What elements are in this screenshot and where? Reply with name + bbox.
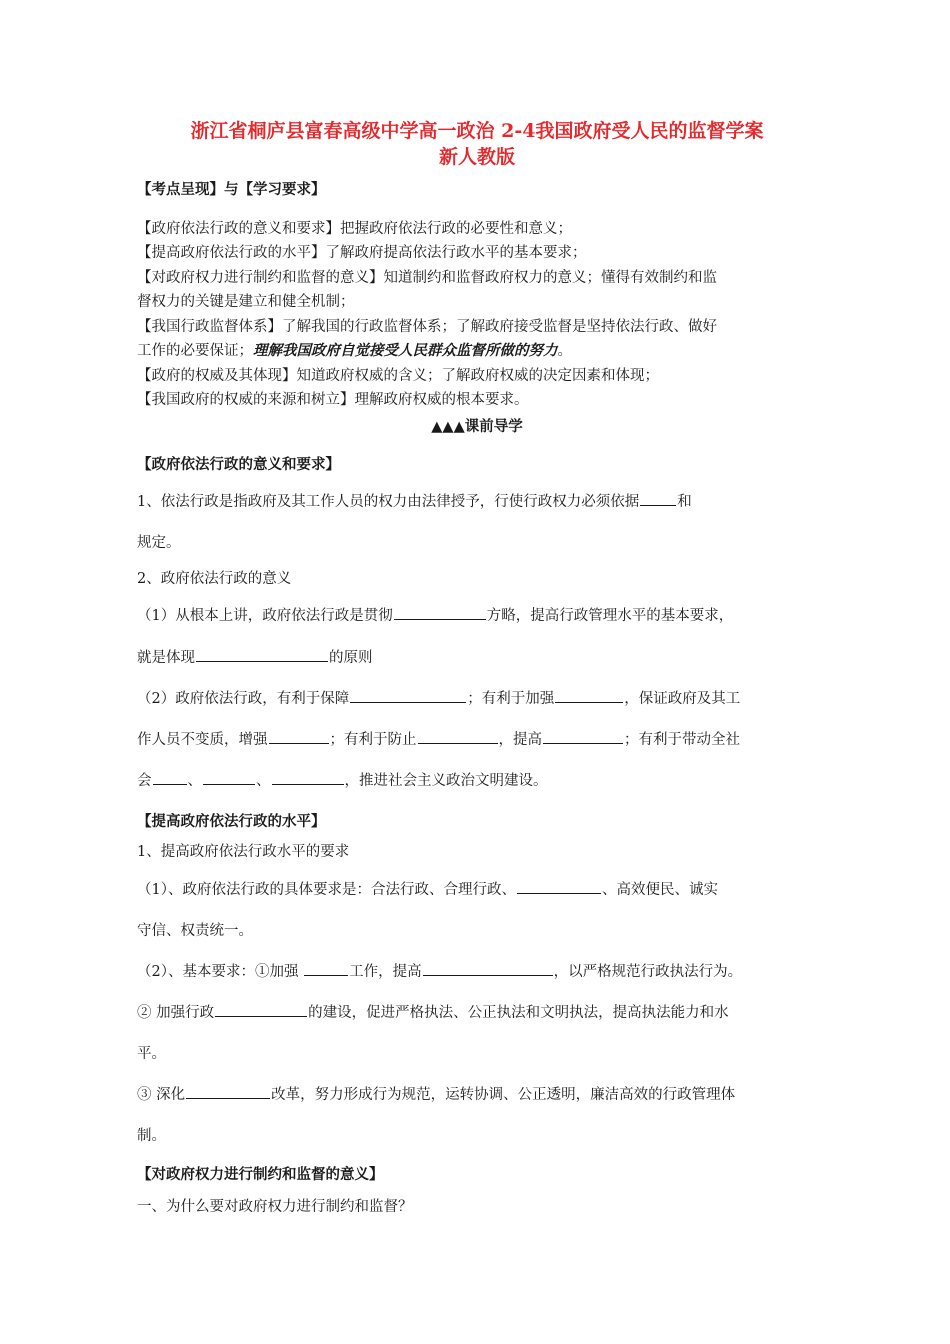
section-heading: 【提高政府依法行政的水平】 — [137, 812, 326, 830]
requirement-item: 【我国行政监督体系】了解我国的行政监督体系；了解政府接受监督是坚持依法行政、做好 — [137, 318, 717, 335]
fill-blank[interactable] — [215, 1002, 307, 1017]
question-line: 2、政府依法行政的意义 — [137, 570, 292, 587]
question-line: 就是体现 的原则 — [137, 638, 817, 679]
fill-blank[interactable] — [153, 770, 187, 785]
question-line: （2）政府依法行政，有利于保障 ；有利于加强 ，保证政府及其工 — [137, 679, 817, 720]
fill-blank[interactable] — [272, 770, 344, 785]
question-line: 守信、权责统一。 — [137, 923, 253, 939]
question-line: 作人员不变质，增强 ；有利于防止 ，提高 ；有利于带动全社 — [137, 720, 817, 761]
requirement-item: 【对政府权力进行制约和监督的意义】知道制约和监督政府权力的意义；懂得有效制约和监 — [137, 269, 717, 286]
question-line: 1、依法行政是指政府及其工作人员的权力由法律授予，行使行政权力必须依据 和 — [137, 482, 817, 523]
document-page — [137, 118, 817, 1226]
requirement-text: 工作的必要保证； — [137, 343, 253, 359]
question-line: 一、为什么要对政府权力进行制约和监督？ — [137, 1198, 413, 1215]
question-line: ② 加强行政 的建设，促进严格执法、公正执法和文明执法，提高执法能力和水 — [137, 993, 817, 1034]
requirement-item: 【我国政府的权威的来源和树立】理解政府权威的根本要求。 — [137, 392, 529, 408]
question-line: 1、提高政府依法行政水平的要求 — [137, 844, 350, 860]
question-line: 规定。 — [137, 534, 181, 551]
preview-heading: ▲▲▲课前导学 — [431, 417, 523, 435]
requirements-list — [137, 217, 817, 413]
requirement-emphasis: 理解我国政府自觉接受人民群众监督所做的努力 — [253, 342, 558, 359]
fill-blank[interactable] — [555, 688, 623, 703]
fill-blank[interactable] — [196, 647, 328, 662]
requirement-period: 。 — [557, 343, 572, 359]
fill-blank[interactable] — [517, 879, 601, 894]
section-heading: 【政府依法行政的意义和要求】 — [137, 456, 340, 473]
requirement-item — [137, 339, 817, 364]
question-line: 会 、 、 ，推进社会主义政治文明建设。 — [137, 761, 817, 802]
fill-blank[interactable] — [418, 729, 498, 744]
question-line: ③ 深化 改革，努力形成行为规范，运转协调、公正透明，廉洁高效的行政管理体 — [137, 1075, 817, 1116]
fill-blank[interactable] — [423, 961, 553, 976]
fill-blank[interactable] — [186, 1084, 270, 1099]
fill-blank[interactable] — [269, 729, 329, 744]
fill-blank[interactable] — [203, 770, 255, 785]
requirement-item: 督权力的关键是建立和健全机制； — [137, 294, 355, 310]
fill-blank[interactable] — [640, 491, 676, 506]
section-heading: 【对政府权力进行制约和监督的意义】 — [137, 1166, 384, 1183]
requirement-item: 【政府的权威及其体现】知道政府权威的含义；了解政府权威的决定因素和体现； — [137, 367, 659, 384]
document-title-line-1: 浙江省桐庐县富春高级中学高一政治 2-4我国政府受人民的监督学案 — [190, 120, 764, 142]
fill-blank[interactable] — [394, 605, 486, 620]
requirement-item: 【政府依法行政的意义和要求】把握政府依法行政的必要性和意义； — [137, 220, 572, 237]
requirement-item: 【提高政府依法行政的水平】了解政府提高依法行政水平的基本要求； — [137, 245, 587, 261]
section-2-body — [137, 834, 817, 1157]
fill-blank[interactable] — [304, 961, 348, 976]
question-line: 制。 — [137, 1128, 166, 1144]
document-title-line-2: 新人教版 — [438, 146, 515, 168]
fill-blank[interactable] — [543, 729, 623, 744]
question-line: （2）、基本要求：①加强 工作，提高 ，以严格规范行政执法行为。 — [137, 952, 817, 993]
question-line: （1）从根本上讲，政府依法行政是贯彻 方略，提高行政管理水平的基本要求， — [137, 594, 817, 638]
fill-blank[interactable] — [350, 688, 466, 703]
section-1-body — [137, 482, 817, 802]
question-line: （1）、政府依法行政的具体要求是：合法行政、合理行政、 、高效便民、诚实 — [137, 870, 817, 911]
requirements-heading: 【考点呈现】与【学习要求】 — [137, 181, 326, 198]
question-line: 平。 — [137, 1046, 166, 1062]
